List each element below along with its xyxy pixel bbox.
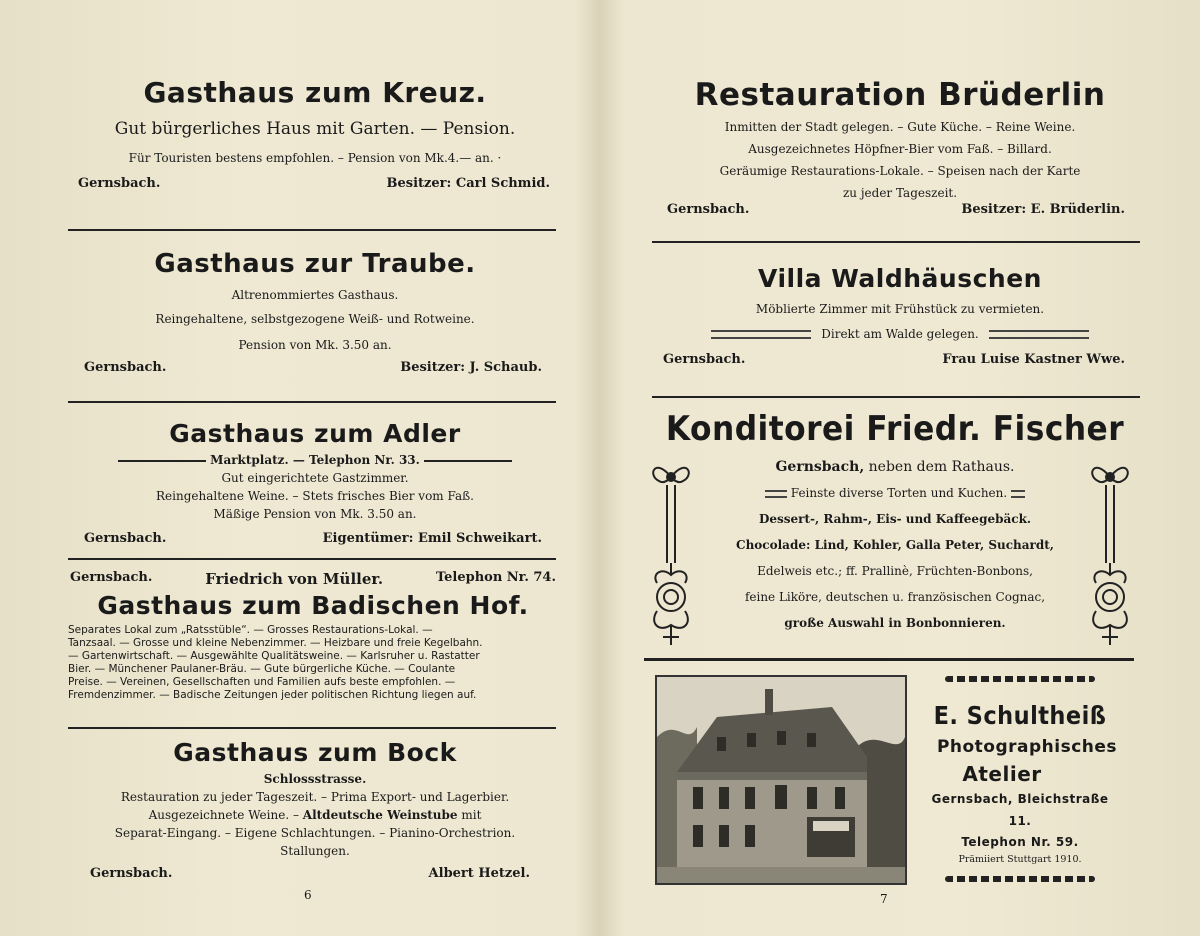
ad-body (66, 624, 560, 702)
ad-footer (70, 360, 560, 375)
ad-line: Separat-Eingang. – Eigene Schlachtungen. – Pianino-Orchestrion. (114, 826, 516, 840)
divider (644, 658, 1134, 661)
ad-line: Gut bürgerliches Haus mit Garten. — Pension. (114, 119, 516, 139)
ad-subtitle (70, 451, 560, 469)
ad-line: Mäßige Pension von Mk. 3.50 an. (213, 507, 417, 521)
ad-line: Fremdenzimmer. — Badische Zeitungen jeder politischen Richtung liegen auf. (68, 689, 477, 701)
ad-line: Gut eingerichtete Gastzimmer. (221, 471, 409, 485)
ad-line: Reingehaltene Weine. – Stets frisches Bier vom Faß. (156, 489, 474, 503)
ad-place: Gernsbach. (84, 531, 167, 546)
ornament-line (765, 490, 787, 498)
divider (652, 241, 1140, 243)
ad-line: Atelier (962, 762, 1042, 786)
ad-title: E. Schultheiß (933, 701, 1107, 730)
ad-line: Dessert-, Rahm-, Eis- und Kaffeegebäck. (758, 512, 1032, 526)
ad-phone: Telephon Nr. 74. (435, 570, 556, 585)
ad-title: Restauration Brüderlin (694, 77, 1106, 113)
ad-title: Villa Waldhäuschen (758, 264, 1042, 293)
ad-line: Chocolade: Lind, Kohler, Galla Peter, Suchardt, (736, 538, 1054, 552)
ad-line: Telephon Nr. 59. (961, 835, 1079, 849)
ad-title: Gasthaus zum Kreuz. (143, 76, 487, 109)
ad-place: Gernsbach. (78, 176, 161, 191)
ad-text: Gernsbach, (775, 459, 865, 475)
ad-konditorei-fischer (645, 404, 1145, 636)
ad-villa-waldhaeuschen (655, 262, 1145, 367)
ad-line: Gernsbach, Bleichstraße 11. (931, 792, 1109, 828)
ad-text: neben dem Rathaus. (864, 459, 1015, 475)
ad-line: Stallungen. (280, 844, 350, 858)
ad-badischer-hof (66, 570, 560, 702)
divider (652, 396, 1140, 398)
ad-owner: Albert Hetzel. (428, 866, 530, 881)
ad-line: — Gartenwirtschaft. — Ausgewählte Qualitätsweine. — Karlsruher u. Rastatter (68, 650, 480, 662)
ad-owner: Friedrich von Müller. (205, 570, 384, 588)
ad-line: Pension von Mk. 3.50 an. (238, 338, 392, 352)
ornament-line (1011, 490, 1025, 498)
ad-line: Geräumige Restaurations-Lokale. – Speisen nach der Karte (719, 164, 1081, 178)
ad-highlight: Altdeutsche Weinstube (302, 808, 458, 822)
ad-footer (655, 352, 1145, 367)
ad-line: Bier. — Münchener Paulaner-Bräu. — Gute bürgerliche Küche. — Coulante (68, 663, 456, 675)
ad-line: Preise. — Vereinen, Gesellschaften und Familien aufs beste empfohlen. — (68, 676, 456, 688)
ad-gasthaus-traube (70, 246, 560, 375)
ad-line (655, 322, 1145, 346)
ad-line: Edelweis etc.; ff. Prallinè, Früchten-Bonbons, (757, 564, 1033, 578)
ornament-line (945, 676, 1095, 682)
ornament-line (711, 330, 811, 339)
divider (68, 401, 556, 403)
ad-owner: Besitzer: J. Schaub. (400, 360, 542, 375)
building-photo-image (657, 677, 905, 883)
ad-footer (70, 531, 560, 546)
ad-line: feine Liköre, deutschen u. französischen Cognac, (744, 590, 1046, 604)
divider (68, 727, 556, 729)
flower-ornament-right-icon (1084, 455, 1136, 655)
ad-line: Für Touristen bestens empfohlen. – Pension von Mk.4.— an. · (128, 151, 502, 165)
ad-line: Restauration zu jeder Tageszeit. – Prima Export- und Lagerbier. (120, 790, 510, 804)
ad-title: Gasthaus zum Adler (169, 419, 461, 448)
ad-schultheiss (920, 676, 1120, 882)
ad-footer (655, 202, 1145, 217)
ad-footer (70, 866, 560, 881)
ad-restauration-bruederlin (655, 74, 1145, 217)
ad-line (70, 806, 560, 824)
ad-line: zu jeder Tageszeit. (842, 186, 958, 200)
ad-line: Marktplatz. — Telephon Nr. 33. (210, 453, 420, 467)
ad-gasthaus-bock (70, 736, 560, 881)
ad-owner: Frau Luise Kastner Wwe. (942, 352, 1125, 367)
ad-text: Direkt am Walde gelegen. (821, 327, 979, 341)
ad-subtitle: Schlossstrasse. (263, 772, 367, 786)
ad-owner: Besitzer: Carl Schmid. (386, 176, 550, 191)
ad-line: Inmitten der Stadt gelegen. – Gute Küche. – Reine Weine. (724, 120, 1076, 134)
ornament-line (424, 460, 512, 462)
ad-header (66, 570, 560, 588)
ad-title: Gasthaus zum Badischen Hof. (97, 591, 529, 620)
ad-gasthaus-kreuz (70, 74, 560, 191)
page-number: 6 (304, 888, 312, 902)
ad-line: Separates Lokal zum „Ratsstüble“. — Grosses Restaurations-Lokal. — (68, 624, 433, 636)
ad-place: Gernsbach. (90, 866, 173, 881)
ornament-line (989, 330, 1089, 339)
ornament-line (945, 876, 1095, 882)
ad-title: Gasthaus zur Traube. (154, 249, 476, 279)
ad-text: Ausgezeichnete Weine. – (148, 808, 303, 822)
ad-line (645, 480, 1145, 506)
ad-line: große Auswahl in Bonbonnieren. (784, 616, 1006, 630)
ad-line: Altrenommiertes Gasthaus. (231, 288, 399, 302)
ad-place: Gernsbach. (663, 352, 746, 367)
page-number: 7 (880, 892, 888, 906)
ad-footer (70, 176, 560, 191)
ad-gasthaus-adler (70, 417, 560, 546)
ad-place: Gernsbach. (667, 202, 750, 217)
flower-ornament-left-icon (645, 455, 697, 655)
ad-owner: Besitzer: E. Brüderlin. (961, 202, 1125, 217)
ad-subtitle (645, 454, 1145, 480)
ad-line: Ausgezeichnetes Höpfner-Bier vom Faß. – Billard. (748, 142, 1052, 156)
divider (68, 558, 556, 560)
ad-line: Reingehaltene, selbstgezogene Weiß- und Rotweine. (155, 312, 475, 326)
ad-place: Gernsbach. (84, 360, 167, 375)
ornament-line (118, 460, 206, 462)
ad-line: Prämiiert Stuttgart 1910. (958, 854, 1082, 865)
ad-line: Photographisches (936, 737, 1118, 757)
ad-line: Möblierte Zimmer mit Frühstück zu vermieten. (755, 302, 1045, 316)
divider (68, 229, 556, 231)
ad-title: Konditorei Friedr. Fischer (665, 409, 1125, 449)
ad-owner: Eigentümer: Emil Schweikart. (322, 531, 542, 546)
building-photo (655, 675, 907, 885)
ad-line: Tanzsaal. — Grosse und kleine Nebenzimmer. — Heizbare und freie Kegelbahn. (68, 637, 483, 649)
ad-text: Feinste diverse Torten und Kuchen. (790, 486, 1008, 500)
ad-text: mit (457, 808, 482, 822)
ad-title: Gasthaus zum Bock (173, 738, 457, 767)
ad-place: Gernsbach. (70, 570, 153, 585)
